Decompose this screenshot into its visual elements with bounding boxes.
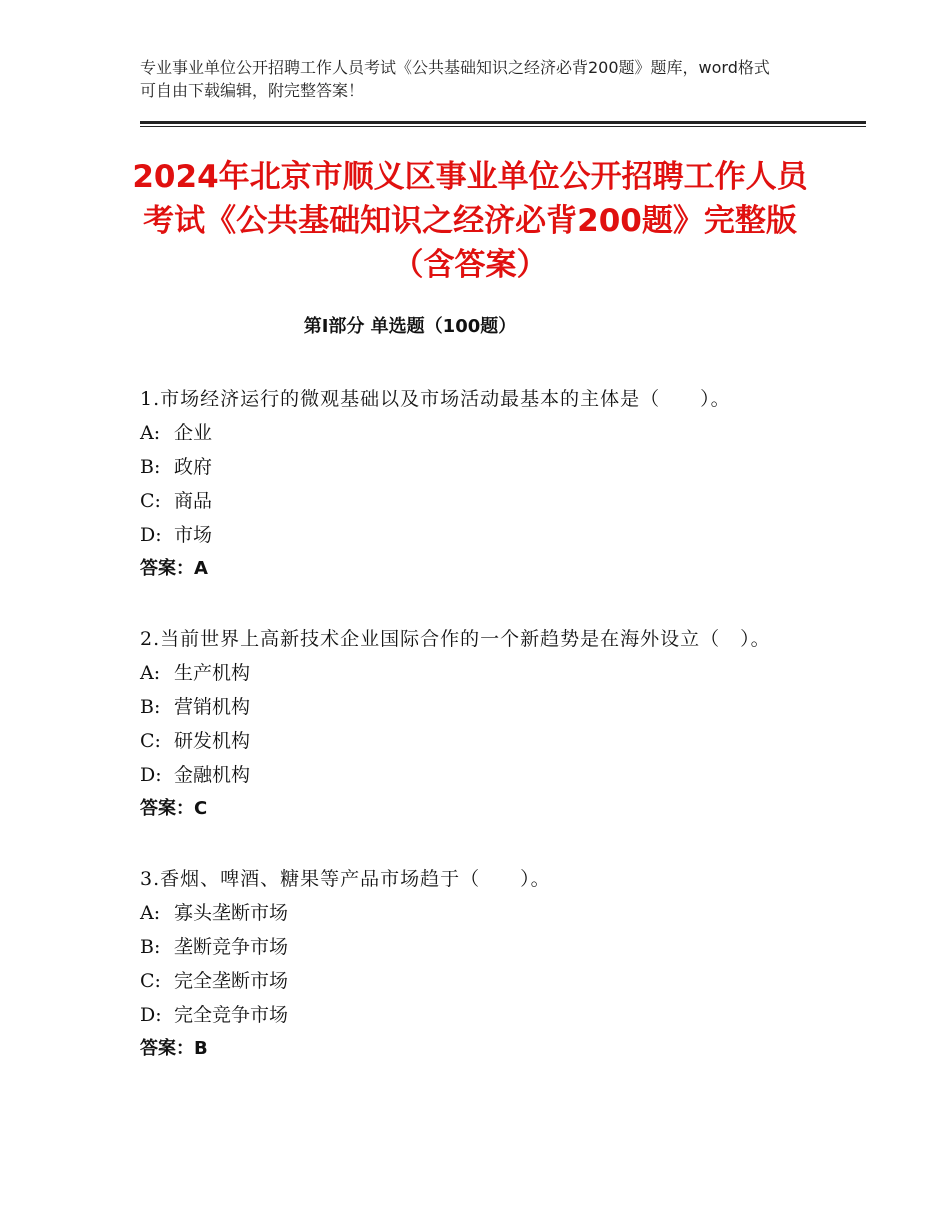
section-title: 第Ⅰ部分 单选题（100题）: [303, 316, 517, 337]
question-list: [140, 382, 800, 1102]
option-letter: D:: [140, 1004, 162, 1026]
option-letter: B:: [140, 936, 161, 958]
option-letter: C:: [140, 730, 161, 752]
option-b: [140, 450, 800, 484]
option-text: 生产机构: [174, 662, 251, 684]
option-c: [140, 484, 800, 518]
question-stem: 2.当前世界上高新技术企业国际合作的一个新趋势是在海外设立（ ）。: [140, 628, 771, 650]
option-letter: A:: [140, 902, 161, 924]
answer-label: 答案：A: [140, 558, 208, 579]
option-d: [140, 518, 800, 552]
option-text: 营销机构: [174, 696, 251, 718]
option-text: 市场: [174, 524, 213, 546]
option-c: [140, 964, 800, 998]
option-b: [140, 690, 800, 724]
question-1: [140, 382, 800, 586]
header-divider-thick: [140, 121, 866, 124]
option-letter: C:: [140, 490, 161, 512]
option-letter: A:: [140, 662, 161, 684]
question-stem: 1.市场经济运行的微观基础以及市场活动最基本的主体是（ ）。: [140, 388, 731, 410]
header-divider-thin: [140, 126, 866, 127]
document-title: 2024年北京市顺义区事业单位公开招聘工作人员考试《公共基础知识之经济必背200题》完整版（含答案）: [132, 159, 808, 283]
option-a: [140, 416, 800, 450]
question-stem: 3.香烟、啤酒、糖果等产品市场趋于（ ）。: [140, 868, 551, 890]
question-2: [140, 622, 800, 826]
answer-label: 答案：B: [140, 1038, 208, 1059]
header-note: 专业事业单位公开招聘工作人员考试《公共基础知识之经济必背200题》题库，word格式可自由下载编辑，附完整答案！: [140, 58, 770, 100]
option-letter: B:: [140, 696, 161, 718]
question-3: [140, 862, 800, 1066]
option-text: 寡头垄断市场: [174, 902, 289, 924]
option-c: [140, 724, 800, 758]
option-text: 垄断竞争市场: [174, 936, 289, 958]
option-a: [140, 656, 800, 690]
option-letter: B:: [140, 456, 161, 478]
option-a: [140, 896, 800, 930]
option-b: [140, 930, 800, 964]
option-letter: C:: [140, 970, 161, 992]
option-d: [140, 758, 800, 792]
option-text: 企业: [174, 422, 213, 444]
option-text: 研发机构: [174, 730, 251, 752]
option-letter: A:: [140, 422, 161, 444]
answer-label: 答案：C: [140, 798, 208, 819]
option-text: 完全竞争市场: [174, 1004, 289, 1026]
option-letter: D:: [140, 764, 162, 786]
option-text: 金融机构: [174, 764, 251, 786]
option-letter: D:: [140, 524, 162, 546]
option-text: 商品: [174, 490, 213, 512]
option-text: 政府: [174, 456, 213, 478]
option-d: [140, 998, 800, 1032]
option-text: 完全垄断市场: [174, 970, 289, 992]
